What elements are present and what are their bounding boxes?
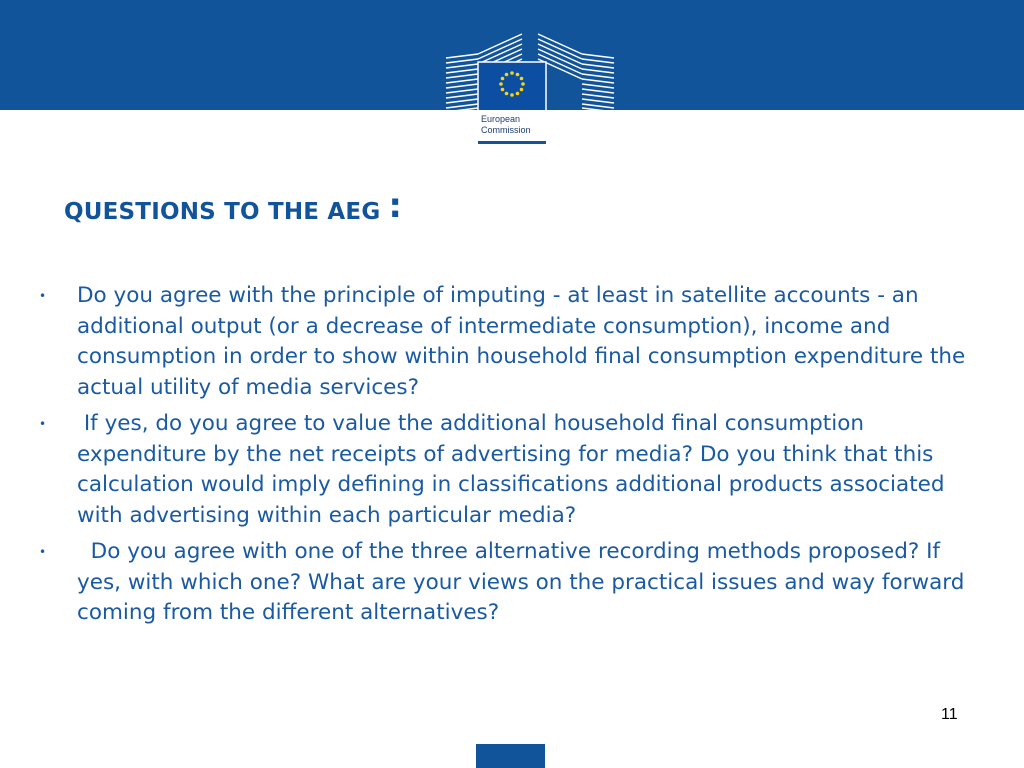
bullet-text: Do you agree with one of the three alternative recording methods proposed? If yes, with which one? What are your views on the practical issues and way forward coming from the different alternatives? — [77, 539, 972, 625]
bullet-item — [34, 537, 984, 629]
logo-line-1: European — [481, 114, 521, 124]
slide-title-colon: : — [388, 186, 403, 226]
logo-line-2: Commission — [481, 125, 531, 135]
footer-tab — [476, 744, 545, 768]
bullet-list — [34, 281, 984, 629]
bullet-item — [34, 281, 984, 403]
bullet-dot-icon: • — [39, 289, 47, 303]
bullet-dot-icon: • — [39, 545, 47, 559]
slide-title-text: QUESTIONS TO THE AEG — [64, 199, 381, 225]
bullet-text: If yes, do you agree to value the additional household final consumption expenditure by the net receipts of advertising for media? Do you think that this calculation would imply defining in classifications additional products associated with advertising within each particular media? — [77, 411, 952, 528]
page-number: 11 — [941, 706, 958, 723]
bullet-text: Do you agree with the principle of imputing - at least in satellite accounts - an additional output (or a decrease of intermediate consumption), income and consumption in order to show within household final consumption expenditure the actual utility of media services? — [77, 283, 966, 400]
bullet-item — [34, 409, 984, 531]
logo-underline — [478, 141, 546, 144]
bullet-dot-icon: • — [39, 417, 47, 431]
slide-title — [64, 188, 402, 228]
eu-flag — [478, 62, 546, 112]
logo-text — [481, 114, 551, 136]
